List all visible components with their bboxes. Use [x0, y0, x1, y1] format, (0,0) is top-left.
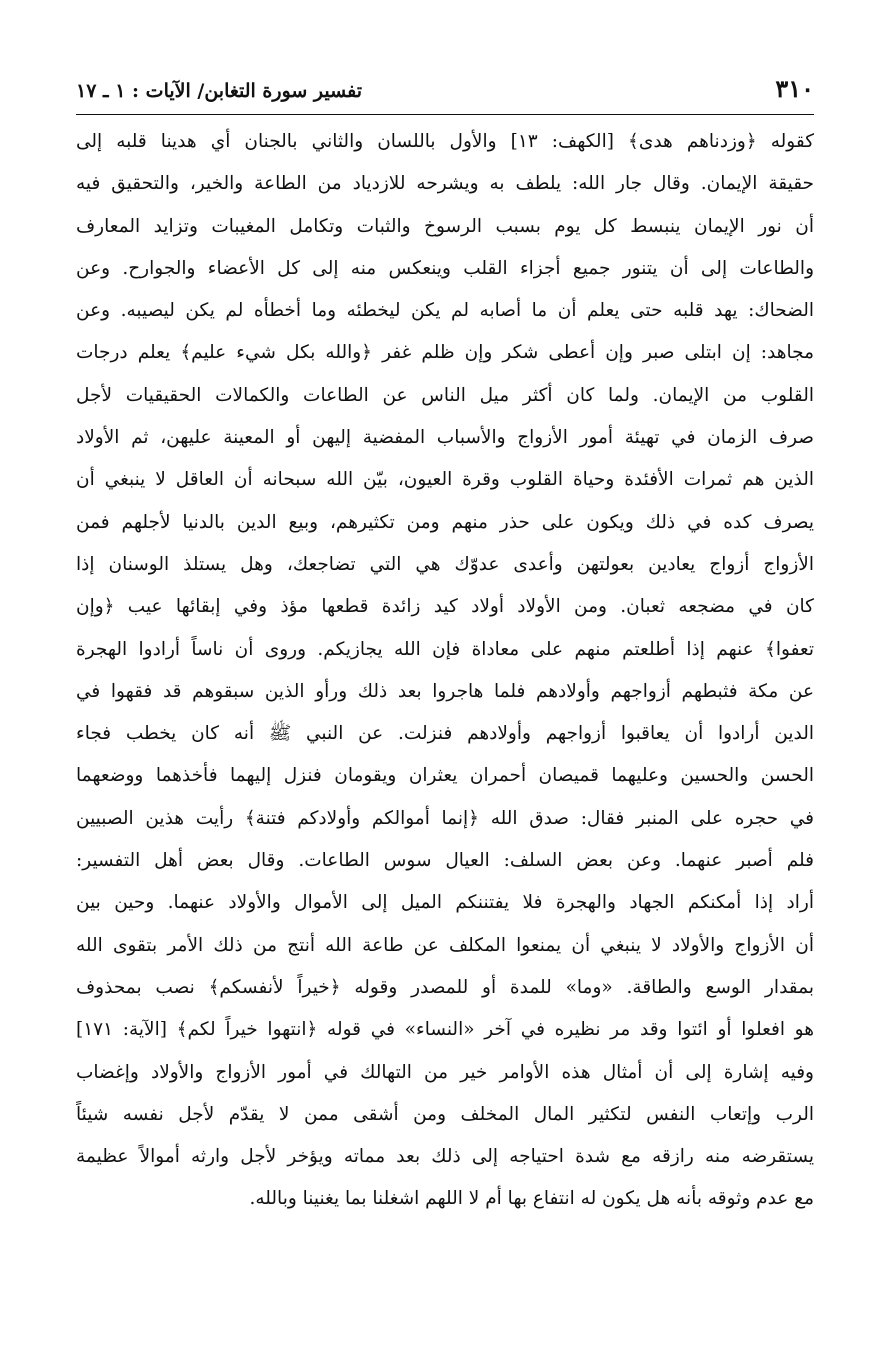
page-number: ٣١٠ — [775, 74, 814, 103]
body-text — [76, 121, 814, 1221]
text-line: عن مكة فثبطهم أزواجهم وأولادهم فلما هاجروا بعد ذلك ورأو الذين سبقوهم قد فقهوا في — [76, 680, 814, 702]
text-line: الرب وإتعاب النفس لتكثير المال المخلف ومن أشقى ممن لا يقدّم لأجل نفسه شيئاً — [76, 1103, 814, 1125]
text-line: الذين هم ثمرات الأفئدة وحياة القلوب وقرة العيون، بيّن الله سبحانه أن العاقل لا ينبغي أن — [76, 469, 814, 491]
text-line: القلوب من الإيمان. ولما كان أكثر ميل الناس عن الطاعات والكمالات الحقيقيات لأجل — [76, 384, 814, 406]
text-line: الحسن والحسين وعليهما قميصان أحمران يعثران ويقومان فنزل إليهما فأخذهما ووضعهما — [76, 765, 814, 787]
text-line: أن نور الإيمان ينبسط كل يوم بسبب الرسوخ والثبات وتكامل المغيبات وتزايد المعارف — [76, 215, 814, 237]
chapter-title: تفسير سورة التغابن/ الآيات : ١ ـ ١٧ — [76, 80, 362, 102]
text-line: مع عدم وثوقه بأنه هل يكون له انتفاع بها أم لا اللهم اشغلنا بما يغنينا وبالله. — [249, 1188, 814, 1210]
text-line: كقوله ﴿وزدناهم هدى﴾ [الكهف: ١٣] والأول باللسان والثاني بالجنان أي هدينا قلبه إلى — [76, 131, 814, 152]
text-line: كان في مضجعه ثعبان. ومن الأولاد أولاد كيد زائدة قطعها مؤذ وفي إبقائها عيب ﴿وإن — [76, 596, 814, 618]
text-line: حقيقة الإيمان. وقال جار الله: يلطف به ويشرحه للازدياد من الطاعة والخير، والتحقيق فيه — [76, 173, 814, 195]
text-line: أراد إذا أمكنكم الجهاد والهجرة فلا يفتننكم الميل إلى الأموال والأولاد عنهما. وحين بين — [76, 892, 814, 914]
text-line: بمقدار الوسع والطاقة. «وما» للمدة أو للمصدر وقوله ﴿خيراً لأنفسكم﴾ نصب بمحذوف — [76, 976, 814, 998]
text-line: في حجره على المنبر فقال: صدق الله ﴿إنما أموالكم وأولادكم فتنة﴾ رأيت هذين الصبيين — [76, 807, 814, 829]
running-header — [76, 74, 814, 115]
text-line: هو افعلوا أو ائتوا وقد مر نظيره في آخر «النساء» في قوله ﴿انتهوا خيراً لكم﴾ [الآية: ١٧١] — [76, 1019, 814, 1041]
text-line: تعفوا﴾ عنهم إذا أطلعتم منهم على معاداة فإن الله يجازيكم. وروى أن ناساً أرادوا الهجرة — [76, 638, 814, 660]
text-line: مجاهد: إن ابتلى صبر وإن أعطى شكر وإن ظلم غفر ﴿والله بكل شيء عليم﴾ يعلم درجات — [76, 342, 814, 364]
text-line: يصرف كده في ذلك ويكون على حذر منهم ومن تكثيرهم، وبيع الدين بالدنيا لأجلهم فمن — [76, 511, 814, 533]
text-line: أن الأزواج والأولاد لا ينبغي أن يمنعوا المكلف عن طاعة الله أنتج من ذلك الأمر بتقوى الله — [76, 934, 814, 956]
text-line: يستقرضه منه رازقه مع شدة احتياجه إلى ذلك بعد مماته ويؤخر لأجل وارثه أموالاً عظيمة — [76, 1146, 814, 1168]
text-line: الضحاك: يهد قلبه حتى يعلم أن ما أصابه لم يكن ليخطئه وما أخطأه لم يكن ليصيبه. وعن — [76, 300, 814, 322]
book-page — [76, 74, 814, 1314]
text-line: صرف الزمان في تهيئة أمور الأزواج والأسباب المفضية إليهن أو المعينة عليهن، ثم الأولاد — [76, 427, 814, 449]
text-line: فلم أصبر عنهما. وعن بعض السلف: العيال سوس الطاعات. وقال بعض أهل التفسير: — [76, 850, 814, 872]
text-line: وفيه إشارة إلى أن أمثال هذه الأوامر خير من التهالك في أمور الأزواج والأولاد وإغضاب — [76, 1061, 814, 1083]
text-line: الدين أرادوا أن يعاقبوا أزواجهم وأولادهم فنزلت. عن النبي ﷺ أنه كان يخطب فجاء — [76, 723, 814, 745]
text-line: والطاعات إلى أن يتنور جميع أجزاء القلب وينعكس منه إلى كل الأعضاء والجوارح. وعن — [76, 257, 814, 279]
text-line: الأزواج أزواج يعادين بعولتهن وأعدى عدوّك هي التي تضاجعك، وهل يستلذ الوسنان إذا — [76, 553, 814, 575]
